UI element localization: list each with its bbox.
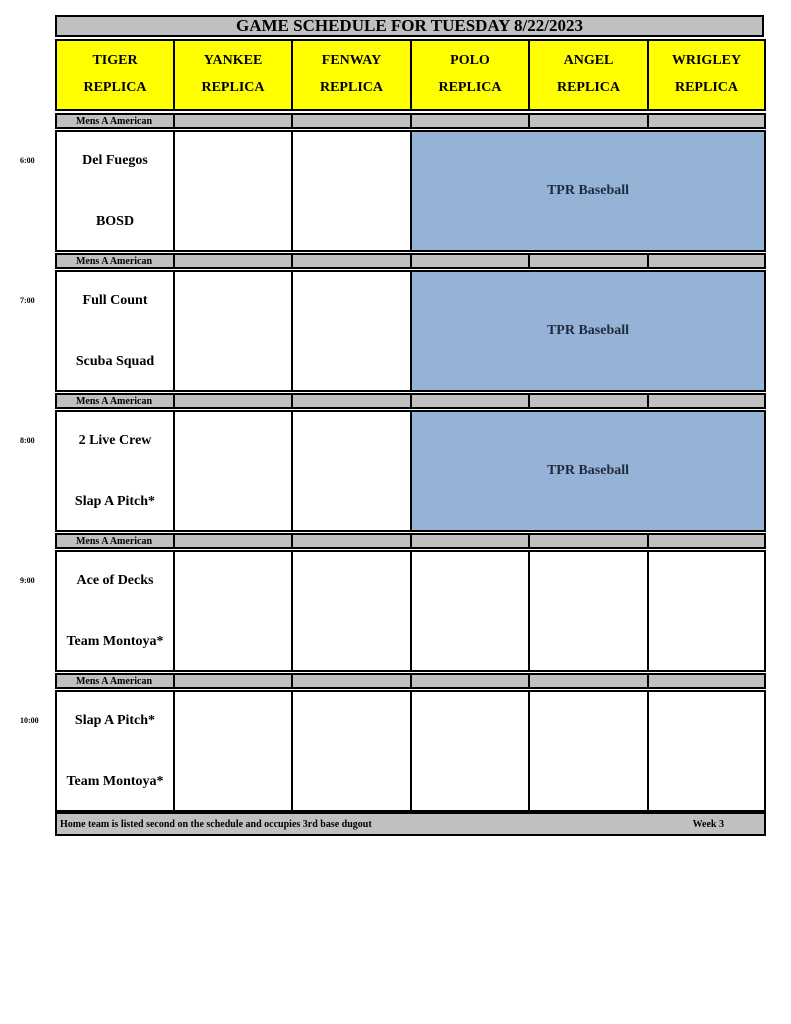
- division-label: Mens A American: [75, 255, 153, 267]
- division-row-cell: [528, 253, 649, 269]
- division-row-cell: [291, 253, 412, 269]
- home-team: BOSD: [95, 214, 135, 229]
- home-team: Team Montoya*: [66, 634, 164, 649]
- field-subtitle: REPLICA: [319, 80, 383, 95]
- division-row-cell: [528, 673, 649, 689]
- division-row-cell: [647, 673, 766, 689]
- away-team: 2 Live Crew: [78, 433, 152, 448]
- field-header-fenway: [291, 39, 412, 111]
- week-label: Week 3: [692, 819, 724, 830]
- division-label: Mens A American: [75, 535, 153, 547]
- field-subtitle: REPLICA: [556, 80, 620, 95]
- reserved-block: TPR Baseball: [410, 410, 766, 532]
- time-label: 6:00: [20, 156, 35, 165]
- division-row-cell: [647, 393, 766, 409]
- division-row-cell: [173, 673, 293, 689]
- division-row-cell: [647, 113, 766, 129]
- empty-field-cell: [291, 130, 412, 252]
- empty-field-cell: [173, 270, 293, 392]
- empty-field-cell: [173, 410, 293, 532]
- empty-field-cell: [410, 690, 530, 812]
- division-row-cell: [647, 533, 766, 549]
- empty-field-cell: [528, 690, 649, 812]
- division-row-cell: [410, 253, 530, 269]
- division-row-cell: [173, 533, 293, 549]
- division-row-cell: [291, 533, 412, 549]
- field-name: POLO: [450, 53, 490, 68]
- field-header-wrigley: [647, 39, 766, 111]
- reserved-block: TPR Baseball: [410, 130, 766, 252]
- field-header-angel: [528, 39, 649, 111]
- away-team: Full Count: [82, 293, 148, 308]
- field-header-yankee: [173, 39, 293, 111]
- field-name: YANKEE: [203, 53, 263, 68]
- reserved-block: TPR Baseball: [410, 270, 766, 392]
- field-header-tiger: [55, 39, 175, 111]
- away-team: Ace of Decks: [76, 573, 154, 588]
- matchup-cell: [55, 270, 175, 392]
- empty-field-cell: [291, 270, 412, 392]
- field-subtitle: REPLICA: [438, 80, 502, 95]
- division-label: Mens A American: [75, 115, 153, 127]
- footer-note: Home team is listed second on the schedule and occupies 3rd base dugout: [60, 819, 372, 830]
- away-team: Slap A Pitch*: [74, 713, 156, 728]
- time-label: 7:00: [20, 296, 35, 305]
- division-row-cell: [410, 393, 530, 409]
- schedule-title: GAME SCHEDULE FOR TUESDAY 8/22/2023: [55, 15, 764, 37]
- field-subtitle: REPLICA: [83, 80, 147, 95]
- division-row-cell: [410, 113, 530, 129]
- division-row-cell: [291, 393, 412, 409]
- time-label: 8:00: [20, 436, 35, 445]
- division-label: Mens A American: [75, 675, 153, 687]
- matchup-cell: [55, 410, 175, 532]
- field-subtitle: REPLICA: [201, 80, 265, 95]
- matchup-cell: [55, 690, 175, 812]
- field-header-polo: [410, 39, 530, 111]
- home-team: Team Montoya*: [66, 774, 164, 789]
- time-label: 10:00: [20, 716, 39, 725]
- empty-field-cell: [291, 550, 412, 672]
- empty-field-cell: [410, 550, 530, 672]
- field-name: TIGER: [92, 53, 138, 68]
- empty-field-cell: [291, 410, 412, 532]
- empty-field-cell: [173, 550, 293, 672]
- matchup-cell: [55, 130, 175, 252]
- empty-field-cell: [528, 550, 649, 672]
- division-row-cell: [173, 393, 293, 409]
- empty-field-cell: [173, 130, 293, 252]
- footer-bar: [55, 812, 766, 836]
- field-subtitle: REPLICA: [674, 80, 738, 95]
- division-row-cell: [410, 533, 530, 549]
- division-row-cell: [173, 113, 293, 129]
- home-team: Scuba Squad: [75, 354, 155, 369]
- empty-field-cell: [291, 690, 412, 812]
- empty-field-cell: [647, 690, 766, 812]
- field-name: FENWAY: [321, 53, 382, 68]
- field-name: ANGEL: [563, 53, 614, 68]
- division-label: Mens A American: [75, 395, 153, 407]
- division-row-cell: [647, 253, 766, 269]
- time-label: 9:00: [20, 576, 35, 585]
- division-row-cell: [173, 253, 293, 269]
- division-row-cell: [410, 673, 530, 689]
- division-row-cell: [528, 533, 649, 549]
- division-row-cell: [291, 673, 412, 689]
- matchup-cell: [55, 550, 175, 672]
- home-team: Slap A Pitch*: [74, 494, 156, 509]
- field-name: WRIGLEY: [671, 53, 742, 68]
- away-team: Del Fuegos: [82, 153, 148, 168]
- division-row-cell: [528, 393, 649, 409]
- division-row-cell: [528, 113, 649, 129]
- empty-field-cell: [173, 690, 293, 812]
- empty-field-cell: [647, 550, 766, 672]
- division-row-cell: [291, 113, 412, 129]
